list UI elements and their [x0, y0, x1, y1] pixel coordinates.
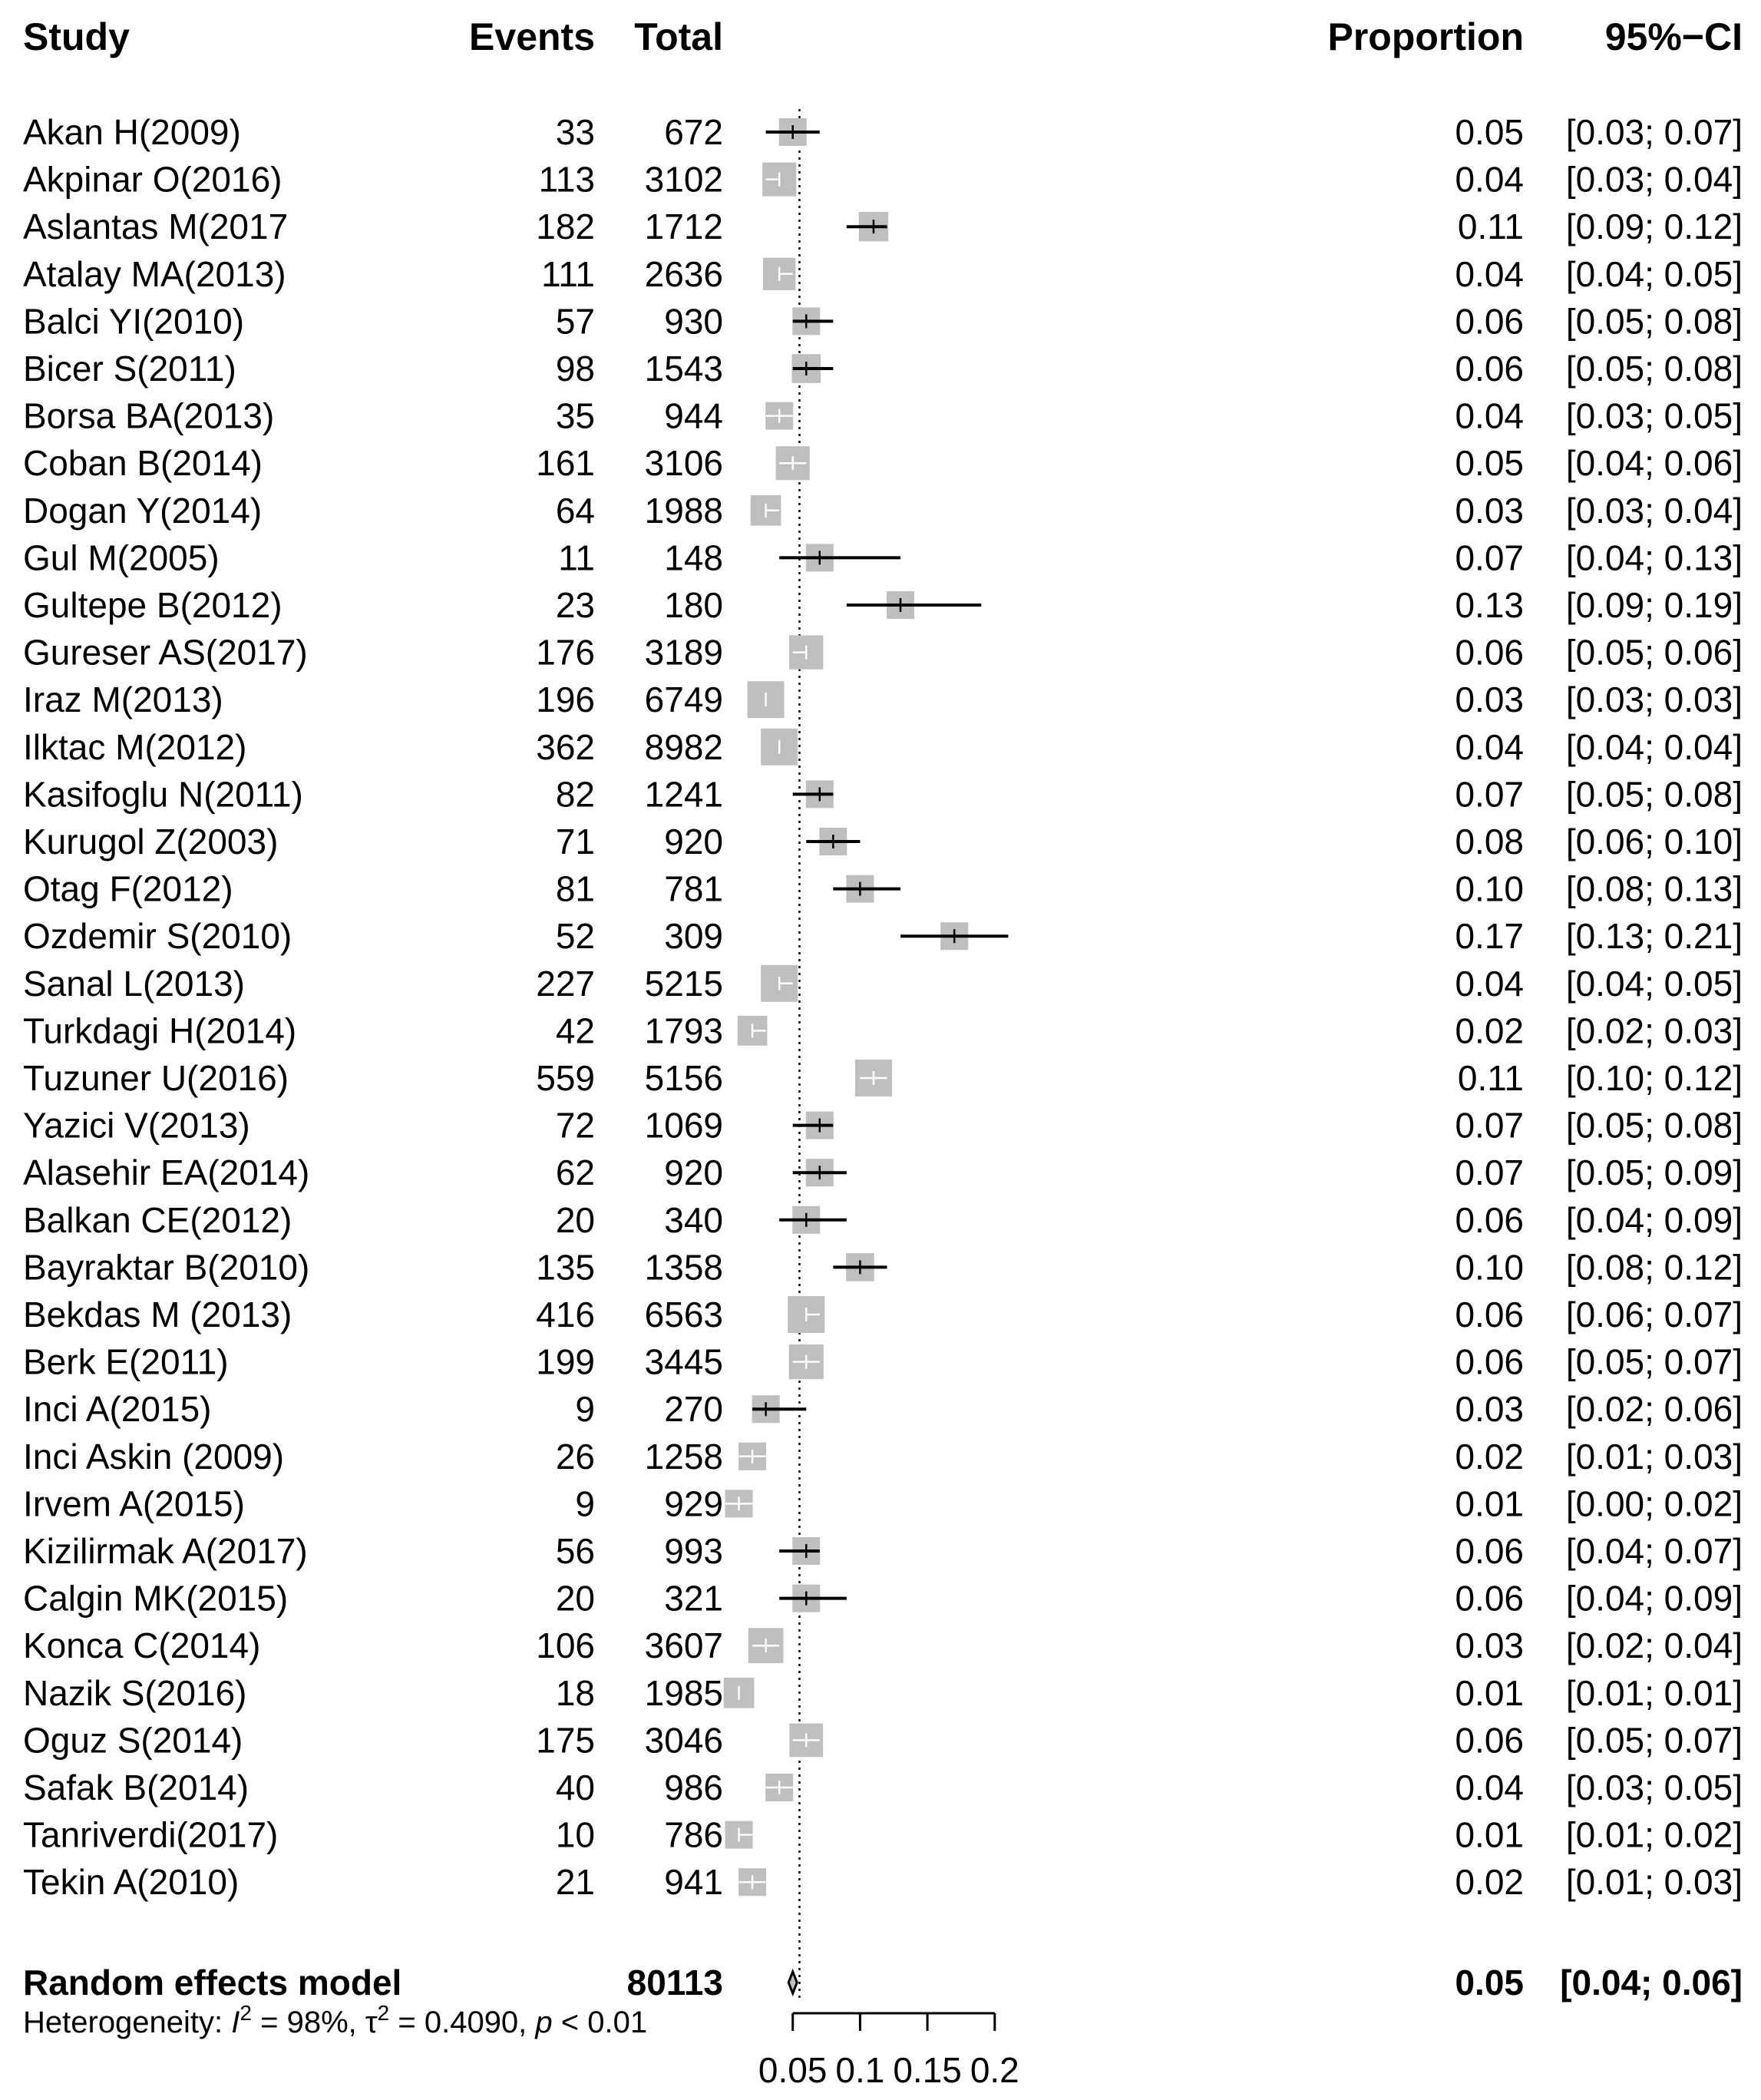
proportion-value: 0.06 — [1455, 632, 1524, 673]
total-value: 3607 — [644, 1625, 723, 1666]
plot-marks — [724, 109, 1009, 2000]
ci-value: [0.03; 0.07] — [1565, 112, 1743, 152]
header-study: Study — [23, 15, 130, 58]
events-value: 62 — [555, 1153, 595, 1193]
ci-value: [0.04; 0.13] — [1565, 537, 1743, 578]
total-value: 3189 — [644, 632, 723, 673]
ci-value: [0.02; 0.06] — [1565, 1389, 1743, 1430]
total-value: 270 — [664, 1389, 723, 1430]
study-label: Safak B(2014) — [23, 1768, 249, 1807]
total-value: 180 — [664, 585, 723, 625]
ci-value: [0.05; 0.07] — [1565, 1341, 1743, 1382]
ci-value: [0.01; 0.02] — [1565, 1814, 1743, 1855]
events-value: 82 — [555, 774, 595, 815]
x-tick-label: 0.15 — [893, 2050, 962, 2090]
proportion-value: 0.05 — [1455, 112, 1524, 152]
study-label: Konca C(2014) — [23, 1625, 261, 1666]
proportion-value: 0.07 — [1455, 1153, 1524, 1193]
events-value: 20 — [555, 1578, 595, 1619]
header-events: Events — [469, 15, 595, 58]
events-value: 176 — [536, 632, 595, 673]
study-label: Kasifoglu N(2011) — [23, 774, 303, 815]
events-value: 18 — [555, 1672, 595, 1713]
study-label: Turkdagi H(2014) — [23, 1010, 297, 1051]
proportion-value: 0.06 — [1455, 301, 1524, 342]
events-value: 56 — [555, 1531, 595, 1571]
ci-value: [0.06; 0.07] — [1565, 1295, 1743, 1334]
study-label: Dogan Y(2014) — [23, 490, 263, 531]
total-value: 2636 — [644, 253, 723, 294]
events-value: 81 — [555, 868, 595, 909]
study-label: Kizilirmak A(2017) — [23, 1531, 308, 1571]
events-value: 111 — [541, 253, 595, 294]
total-value: 672 — [664, 112, 723, 152]
ci-value: [0.06; 0.10] — [1565, 822, 1743, 861]
study-label: Tanriverdi(2017) — [23, 1814, 279, 1855]
proportion-value: 0.06 — [1455, 1295, 1524, 1334]
ci-value: [0.05; 0.09] — [1565, 1153, 1743, 1193]
ci-value: [0.03; 0.04] — [1565, 159, 1743, 200]
total-value: 3046 — [644, 1720, 723, 1761]
proportion-value: 0.07 — [1455, 537, 1524, 578]
events-value: 9 — [575, 1389, 595, 1430]
ci-value: [0.04; 0.09] — [1565, 1578, 1743, 1619]
study-label: Balkan CE(2012) — [23, 1199, 292, 1240]
total-value: 3106 — [644, 443, 723, 484]
total-value: 1258 — [644, 1436, 723, 1477]
ci-value: [0.09; 0.12] — [1565, 207, 1743, 247]
proportion-value: 0.04 — [1455, 1768, 1524, 1807]
ci-value: [0.03; 0.04] — [1565, 490, 1743, 531]
ci-value: [0.03; 0.05] — [1565, 395, 1743, 436]
summary-ci: [0.04; 0.06] — [1560, 1963, 1743, 2002]
total-value: 1241 — [644, 774, 723, 815]
ci-value: [0.04; 0.04] — [1565, 726, 1743, 767]
header-proportion: Proportion — [1327, 15, 1524, 58]
proportion-value: 0.03 — [1455, 1389, 1524, 1430]
events-value: 42 — [555, 1010, 595, 1051]
ci-value: [0.01; 0.01] — [1565, 1672, 1743, 1713]
proportion-value: 0.02 — [1455, 1010, 1524, 1051]
ci-value: [0.04; 0.05] — [1565, 963, 1743, 1004]
events-value: 98 — [555, 349, 595, 389]
events-value: 10 — [555, 1814, 595, 1855]
events-value: 20 — [555, 1199, 595, 1240]
proportion-value: 0.17 — [1455, 916, 1524, 957]
events-value: 11 — [558, 537, 595, 578]
proportion-value: 0.05 — [1455, 443, 1524, 484]
total-value: 8982 — [644, 726, 723, 767]
ci-value: [0.03; 0.03] — [1565, 680, 1743, 720]
ci-value: [0.01; 0.03] — [1565, 1436, 1743, 1477]
ci-value: [0.05; 0.08] — [1565, 774, 1743, 815]
ci-value: [0.05; 0.08] — [1565, 301, 1743, 342]
proportion-value: 0.03 — [1455, 1625, 1524, 1666]
proportion-value: 0.04 — [1455, 963, 1524, 1004]
events-value: 33 — [555, 112, 595, 152]
proportion-value: 0.07 — [1455, 1105, 1524, 1146]
events-value: 199 — [536, 1341, 595, 1382]
study-label: Irvem A(2015) — [23, 1483, 245, 1524]
study-label: Yazici V(2013) — [23, 1105, 250, 1146]
total-value: 309 — [664, 916, 723, 957]
total-value: 986 — [664, 1768, 723, 1807]
study-label: Coban B(2014) — [23, 443, 263, 484]
summary-total: 80113 — [626, 1963, 723, 2002]
ci-value: [0.04; 0.05] — [1565, 253, 1743, 294]
ci-value: [0.08; 0.13] — [1565, 868, 1743, 909]
study-label: Gul M(2005) — [23, 537, 220, 578]
proportion-value: 0.06 — [1455, 1578, 1524, 1619]
study-label: Berk E(2011) — [23, 1341, 229, 1382]
x-tick-label: 0.1 — [835, 2050, 885, 2090]
total-value: 5215 — [644, 963, 723, 1004]
header-total: Total — [634, 15, 723, 58]
ci-value: [0.05; 0.08] — [1565, 1105, 1743, 1146]
proportion-value: 0.01 — [1455, 1483, 1524, 1524]
total-value: 941 — [664, 1862, 723, 1903]
study-label: Sanal L(2013) — [23, 963, 245, 1004]
ci-value: [0.09; 0.19] — [1565, 585, 1743, 625]
summary-proportion: 0.05 — [1455, 1963, 1524, 2002]
events-value: 26 — [555, 1436, 595, 1477]
study-label: Kurugol Z(2003) — [23, 822, 279, 861]
study-label: Bekdas M (2013) — [23, 1295, 292, 1334]
study-label: Bicer S(2011) — [23, 349, 236, 389]
events-value: 57 — [555, 301, 595, 342]
study-label: Ilktac M(2012) — [23, 726, 247, 767]
total-value: 1793 — [644, 1010, 723, 1051]
ci-value: [0.02; 0.04] — [1565, 1625, 1743, 1666]
study-label: Inci A(2015) — [23, 1389, 212, 1430]
total-value: 321 — [664, 1578, 723, 1619]
study-label: Tekin A(2010) — [23, 1862, 240, 1903]
study-label: Nazik S(2016) — [23, 1672, 247, 1713]
proportion-value: 0.10 — [1455, 868, 1524, 909]
events-value: 106 — [536, 1625, 595, 1666]
events-value: 559 — [536, 1058, 595, 1098]
total-value: 1988 — [644, 490, 723, 531]
events-value: 52 — [555, 916, 595, 957]
study-label: Inci Askin (2009) — [23, 1436, 285, 1477]
ci-value: [0.00; 0.02] — [1565, 1483, 1743, 1524]
proportion-value: 0.06 — [1455, 349, 1524, 389]
study-label: Aslantas M(2017 — [23, 207, 289, 247]
events-value: 175 — [536, 1720, 595, 1761]
proportion-value: 0.13 — [1455, 585, 1524, 625]
ci-value: [0.03; 0.05] — [1565, 1768, 1743, 1807]
total-value: 1543 — [644, 349, 723, 389]
total-value: 6563 — [644, 1295, 723, 1334]
events-value: 196 — [536, 680, 595, 720]
events-value: 23 — [555, 585, 595, 625]
column-headers — [23, 15, 1743, 58]
proportion-value: 0.04 — [1455, 253, 1524, 294]
total-value: 1069 — [644, 1105, 723, 1146]
study-label: Gureser AS(2017) — [23, 632, 308, 673]
total-value: 1985 — [644, 1672, 723, 1713]
ci-value: [0.04; 0.09] — [1565, 1199, 1743, 1240]
proportion-value: 0.03 — [1455, 680, 1524, 720]
ci-value: [0.05; 0.06] — [1565, 632, 1743, 673]
study-label: Iraz M(2013) — [23, 680, 223, 720]
proportion-value: 0.02 — [1455, 1436, 1524, 1477]
total-value: 6749 — [644, 680, 723, 720]
events-value: 71 — [555, 822, 595, 861]
events-value: 416 — [536, 1295, 595, 1334]
study-label: Ozdemir S(2010) — [23, 916, 292, 957]
events-value: 182 — [536, 207, 595, 247]
total-value: 944 — [664, 395, 723, 436]
total-value: 930 — [664, 301, 723, 342]
total-value: 5156 — [644, 1058, 723, 1098]
x-tick-label: 0.05 — [758, 2050, 828, 2090]
proportion-value: 0.01 — [1455, 1814, 1524, 1855]
total-value: 786 — [664, 1814, 723, 1855]
total-value: 920 — [664, 1153, 723, 1193]
ci-value: [0.13; 0.21] — [1565, 916, 1743, 957]
proportion-value: 0.04 — [1455, 726, 1524, 767]
proportion-value: 0.04 — [1455, 159, 1524, 200]
ci-value: [0.10; 0.12] — [1565, 1058, 1743, 1098]
study-label: Gultepe B(2012) — [23, 585, 282, 625]
summary-diamond — [788, 1972, 797, 1993]
proportion-value: 0.06 — [1455, 1341, 1524, 1382]
proportion-value: 0.08 — [1455, 822, 1524, 861]
summary-label: Random effects model — [23, 1963, 402, 2002]
events-value: 135 — [536, 1247, 595, 1288]
ci-value: [0.02; 0.03] — [1565, 1010, 1743, 1051]
study-label: Bayraktar B(2010) — [23, 1247, 310, 1288]
total-value: 920 — [664, 822, 723, 861]
total-value: 993 — [664, 1531, 723, 1571]
events-value: 35 — [555, 395, 595, 436]
proportion-value: 0.01 — [1455, 1672, 1524, 1713]
study-label: Atalay MA(2013) — [23, 253, 286, 294]
events-value: 161 — [536, 443, 595, 484]
proportion-value: 0.06 — [1455, 1531, 1524, 1571]
proportion-value: 0.11 — [1457, 207, 1524, 247]
events-value: 227 — [536, 963, 595, 1004]
study-label: Akpinar O(2016) — [23, 159, 282, 200]
total-value: 3445 — [644, 1341, 723, 1382]
proportion-value: 0.06 — [1455, 1199, 1524, 1240]
events-value: 9 — [575, 1483, 595, 1524]
proportion-value: 0.11 — [1457, 1058, 1524, 1098]
events-value: 21 — [555, 1862, 595, 1903]
study-label: Calgin MK(2015) — [23, 1578, 289, 1619]
total-value: 1712 — [644, 207, 723, 247]
events-value: 72 — [555, 1105, 595, 1146]
study-label: Balci YI(2010) — [23, 301, 245, 342]
study-label: Borsa BA(2013) — [23, 395, 275, 436]
proportion-value: 0.06 — [1455, 1720, 1524, 1761]
total-value: 1358 — [644, 1247, 723, 1288]
proportion-value: 0.07 — [1455, 774, 1524, 815]
x-axis — [758, 2013, 1019, 2090]
study-label: Akan H(2009) — [23, 112, 241, 152]
total-value: 148 — [664, 537, 723, 578]
events-value: 40 — [555, 1768, 595, 1807]
events-value: 362 — [536, 726, 595, 767]
x-tick-label: 0.2 — [970, 2050, 1019, 2090]
study-label: Oguz S(2014) — [23, 1720, 243, 1761]
ci-value: [0.08; 0.12] — [1565, 1247, 1743, 1288]
heterogeneity-text: Heterogeneity: $I^2 = 98\%$, $\tau^2 = 0.4090$, p < 0.01 — [23, 2001, 648, 2039]
events-value: 64 — [555, 490, 595, 531]
ci-value: [0.04; 0.07] — [1565, 1531, 1743, 1571]
proportion-value: 0.03 — [1455, 490, 1524, 531]
total-value: 781 — [664, 868, 723, 909]
events-value: 113 — [538, 159, 595, 200]
ci-value: [0.04; 0.06] — [1565, 443, 1743, 484]
total-value: 929 — [664, 1483, 723, 1524]
proportion-value: 0.02 — [1455, 1862, 1524, 1903]
ci-value: [0.05; 0.08] — [1565, 349, 1743, 389]
study-label: Tuzuner U(2016) — [23, 1058, 289, 1098]
study-label: Alasehir EA(2014) — [23, 1153, 310, 1193]
ci-value: [0.05; 0.07] — [1565, 1720, 1743, 1761]
study-label: Otag F(2012) — [23, 868, 233, 909]
proportion-value: 0.04 — [1455, 395, 1524, 436]
total-value: 340 — [664, 1199, 723, 1240]
ci-value: [0.01; 0.03] — [1565, 1862, 1743, 1903]
total-value: 3102 — [644, 159, 723, 200]
proportion-value: 0.10 — [1455, 1247, 1524, 1288]
header-ci: 95%−CI — [1604, 15, 1743, 58]
